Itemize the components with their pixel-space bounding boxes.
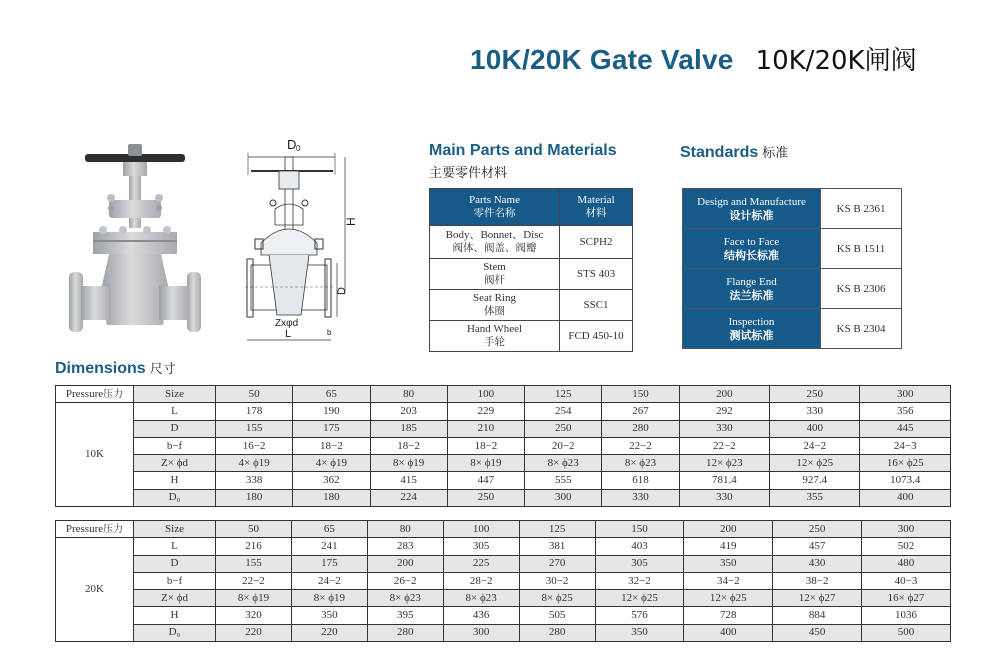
table-row bbox=[683, 189, 902, 229]
parts-materials-table bbox=[429, 188, 633, 352]
pressure-label-cell: Pressure压力 bbox=[56, 521, 134, 538]
pressure-class-cell: 10K bbox=[56, 403, 134, 507]
size-cell: 200 bbox=[679, 386, 769, 403]
standard-name-cell: Design and Manufacture 设计标准 bbox=[683, 189, 821, 229]
dimension-value-cell: 447 bbox=[447, 472, 524, 489]
dimension-value-cell: 362 bbox=[293, 472, 370, 489]
part-name-cell: Hand Wheel 手轮 bbox=[430, 321, 560, 352]
dimension-value-cell: 280 bbox=[367, 624, 443, 641]
standards-heading: Standards 标准 bbox=[680, 144, 789, 161]
dimension-label-cell: D bbox=[134, 420, 216, 437]
table-row bbox=[56, 607, 951, 624]
table-row bbox=[56, 455, 951, 472]
pressure-label-cell: Pressure压力 bbox=[56, 386, 134, 403]
dimension-value-cell: 400 bbox=[684, 624, 773, 641]
dimension-value-cell: 300 bbox=[443, 624, 519, 641]
part-name-cell: Seat Ring 体圈 bbox=[430, 290, 560, 321]
dimension-value-cell: 190 bbox=[293, 403, 370, 420]
material-cell: SSC1 bbox=[560, 290, 633, 321]
parts-heading-chinese: 主要零件材料 bbox=[429, 166, 508, 181]
dimension-value-cell: 884 bbox=[773, 607, 862, 624]
dimension-value-cell: 305 bbox=[595, 555, 684, 572]
dimension-label-cell: D bbox=[134, 555, 216, 572]
dimension-label-cell: b−f bbox=[134, 572, 216, 589]
dimension-value-cell: 12× ϕ25 bbox=[595, 590, 684, 607]
dimension-value-cell: 280 bbox=[602, 420, 679, 437]
dimension-value-cell: 350 bbox=[684, 555, 773, 572]
standard-value-cell: KS B 2306 bbox=[821, 269, 902, 309]
dimension-value-cell: 28−2 bbox=[443, 572, 519, 589]
column-header-parts-name: Parts Name 零件名称 bbox=[430, 189, 560, 226]
dimension-value-cell: 280 bbox=[519, 624, 595, 641]
table-row bbox=[56, 538, 951, 555]
dimension-value-cell: 8× ϕ23 bbox=[525, 455, 602, 472]
dimension-value-cell: 1073.4 bbox=[860, 472, 951, 489]
dimension-value-cell: 381 bbox=[519, 538, 595, 555]
size-cell: 250 bbox=[770, 386, 860, 403]
dimension-value-cell: 505 bbox=[519, 607, 595, 624]
dimension-value-cell: 283 bbox=[367, 538, 443, 555]
dimension-value-cell: 229 bbox=[447, 403, 524, 420]
size-cell: 125 bbox=[525, 386, 602, 403]
table-row bbox=[56, 437, 951, 454]
dimension-value-cell: 250 bbox=[525, 420, 602, 437]
gate-valve-photo bbox=[65, 140, 205, 340]
pressure-class-cell: 20K bbox=[56, 538, 134, 642]
dimension-label-cell: L bbox=[134, 538, 216, 555]
standard-name-cell: Flange End 法兰标准 bbox=[683, 269, 821, 309]
dimension-value-cell: 400 bbox=[860, 489, 951, 506]
table-row bbox=[683, 229, 902, 269]
size-cell: 100 bbox=[443, 521, 519, 538]
dimension-value-cell: 330 bbox=[679, 420, 769, 437]
dimension-value-cell: 8× ϕ23 bbox=[367, 590, 443, 607]
size-cell: 50 bbox=[216, 521, 292, 538]
dimension-value-cell: 8× ϕ19 bbox=[370, 455, 447, 472]
dimension-value-cell: 395 bbox=[367, 607, 443, 624]
part-name-cell: Stem 阀杆 bbox=[430, 259, 560, 290]
dimension-value-cell: 241 bbox=[291, 538, 367, 555]
dimension-value-cell: 12× ϕ25 bbox=[684, 590, 773, 607]
svg-text:0: 0 bbox=[296, 144, 301, 153]
table-row bbox=[56, 555, 951, 572]
dimension-value-cell: 4× ϕ19 bbox=[216, 455, 293, 472]
table-row bbox=[430, 226, 633, 259]
dimension-value-cell: 250 bbox=[447, 489, 524, 506]
dimension-value-cell: 270 bbox=[519, 555, 595, 572]
dimension-value-cell: 16× ϕ25 bbox=[860, 455, 951, 472]
size-cell: 125 bbox=[519, 521, 595, 538]
dimension-value-cell: 178 bbox=[216, 403, 293, 420]
dimension-label-cell: Z× ϕd bbox=[134, 455, 216, 472]
dimension-value-cell: 300 bbox=[525, 489, 602, 506]
table-row bbox=[430, 321, 633, 352]
dimension-value-cell: 8× ϕ19 bbox=[447, 455, 524, 472]
column-header-material: Material 材料 bbox=[560, 189, 633, 226]
dimension-value-cell: 180 bbox=[293, 489, 370, 506]
dimension-value-cell: 555 bbox=[525, 472, 602, 489]
parts-heading: Main Parts and Materials bbox=[429, 142, 617, 159]
dimension-value-cell: 175 bbox=[293, 420, 370, 437]
size-header-row bbox=[56, 386, 951, 403]
dimension-value-cell: 445 bbox=[860, 420, 951, 437]
dimension-value-cell: 24−2 bbox=[291, 572, 367, 589]
table-row bbox=[56, 489, 951, 506]
dimension-value-cell: 216 bbox=[216, 538, 292, 555]
dimension-value-cell: 330 bbox=[602, 489, 679, 506]
dimension-value-cell: 224 bbox=[370, 489, 447, 506]
valve-cross-section-drawing bbox=[245, 135, 360, 345]
dimension-value-cell: 22−2 bbox=[602, 437, 679, 454]
dimension-value-cell: 502 bbox=[862, 538, 951, 555]
dimension-value-cell: 430 bbox=[773, 555, 862, 572]
dimension-value-cell: 618 bbox=[602, 472, 679, 489]
standard-name-cell: Inspection 测试标准 bbox=[683, 309, 821, 349]
dimension-value-cell: 22−2 bbox=[679, 437, 769, 454]
dimension-value-cell: 4× ϕ19 bbox=[293, 455, 370, 472]
dimension-label-cell: H bbox=[134, 607, 216, 624]
dimensions-table-10k bbox=[55, 385, 951, 507]
dimension-value-cell: 24−2 bbox=[770, 437, 860, 454]
standard-value-cell: KS B 2361 bbox=[821, 189, 902, 229]
dimension-label-cell: b−f bbox=[134, 437, 216, 454]
dimension-value-cell: 338 bbox=[216, 472, 293, 489]
dimension-value-cell: 210 bbox=[447, 420, 524, 437]
dimension-label-cell: H bbox=[134, 472, 216, 489]
table-row bbox=[56, 472, 951, 489]
dimension-value-cell: 781.4 bbox=[679, 472, 769, 489]
dimension-value-cell: 356 bbox=[860, 403, 951, 420]
table-row bbox=[56, 403, 951, 420]
table-row bbox=[430, 259, 633, 290]
dimension-value-cell: 254 bbox=[525, 403, 602, 420]
table-row bbox=[683, 269, 902, 309]
dimension-value-cell: 40−3 bbox=[862, 572, 951, 589]
dimension-label-cell: D₀ bbox=[134, 624, 216, 641]
standards-table bbox=[682, 188, 902, 349]
dimension-value-cell: 8× ϕ19 bbox=[291, 590, 367, 607]
dimension-value-cell: 18−2 bbox=[293, 437, 370, 454]
dimension-value-cell: 419 bbox=[684, 538, 773, 555]
dimension-value-cell: 155 bbox=[216, 555, 292, 572]
dimension-value-cell: 220 bbox=[216, 624, 292, 641]
table-row bbox=[430, 290, 633, 321]
size-cell: 65 bbox=[293, 386, 370, 403]
dimension-value-cell: 267 bbox=[602, 403, 679, 420]
dimension-value-cell: 500 bbox=[862, 624, 951, 641]
dimension-value-cell: 203 bbox=[370, 403, 447, 420]
dimension-value-cell: 576 bbox=[595, 607, 684, 624]
size-header-row bbox=[56, 521, 951, 538]
dimension-value-cell: 8× ϕ23 bbox=[443, 590, 519, 607]
dimension-value-cell: 330 bbox=[770, 403, 860, 420]
dimension-value-cell: 728 bbox=[684, 607, 773, 624]
dimension-value-cell: 8× ϕ23 bbox=[602, 455, 679, 472]
size-cell: 300 bbox=[860, 386, 951, 403]
dimension-value-cell: 305 bbox=[443, 538, 519, 555]
dimension-value-cell: 16× ϕ27 bbox=[862, 590, 951, 607]
dimension-value-cell: 32−2 bbox=[595, 572, 684, 589]
dimension-value-cell: 480 bbox=[862, 555, 951, 572]
size-cell: 150 bbox=[595, 521, 684, 538]
dimension-value-cell: 225 bbox=[443, 555, 519, 572]
size-cell: 300 bbox=[862, 521, 951, 538]
dimension-label-cell: L bbox=[134, 403, 216, 420]
dimension-value-cell: 292 bbox=[679, 403, 769, 420]
dimension-value-cell: 20−2 bbox=[525, 437, 602, 454]
material-cell: STS 403 bbox=[560, 259, 633, 290]
dimension-value-cell: 450 bbox=[773, 624, 862, 641]
table-row bbox=[56, 572, 951, 589]
dimension-value-cell: 1036 bbox=[862, 607, 951, 624]
dimension-value-cell: 24−3 bbox=[860, 437, 951, 454]
material-cell: FCD 450-10 bbox=[560, 321, 633, 352]
dimension-label-cell: Z× ϕd bbox=[134, 590, 216, 607]
size-cell: 80 bbox=[367, 521, 443, 538]
dimension-value-cell: 927.4 bbox=[770, 472, 860, 489]
page-title bbox=[470, 40, 917, 84]
svg-text:b: b bbox=[327, 328, 332, 337]
material-cell: SCPH2 bbox=[560, 226, 633, 259]
dimension-value-cell: 457 bbox=[773, 538, 862, 555]
size-label-cell: Size bbox=[134, 386, 216, 403]
dimension-value-cell: 8× ϕ25 bbox=[519, 590, 595, 607]
size-cell: 50 bbox=[216, 386, 293, 403]
table-row bbox=[56, 624, 951, 641]
dimensions-heading: Dimensions 尺寸 bbox=[55, 360, 176, 377]
title-english: 10K/20K Gate Valve bbox=[470, 44, 734, 75]
table-row bbox=[56, 420, 951, 437]
dimension-value-cell: 185 bbox=[370, 420, 447, 437]
dimension-value-cell: 34−2 bbox=[684, 572, 773, 589]
dimension-value-cell: 22−2 bbox=[216, 572, 292, 589]
dimension-l-label: L bbox=[285, 328, 292, 340]
size-cell: 200 bbox=[684, 521, 773, 538]
dimension-value-cell: 436 bbox=[443, 607, 519, 624]
dimension-value-cell: 200 bbox=[367, 555, 443, 572]
size-cell: 65 bbox=[291, 521, 367, 538]
size-cell: 100 bbox=[447, 386, 524, 403]
size-label-cell: Size bbox=[134, 521, 216, 538]
dimension-value-cell: 400 bbox=[770, 420, 860, 437]
dimension-value-cell: 8× ϕ19 bbox=[216, 590, 292, 607]
dimension-value-cell: 350 bbox=[595, 624, 684, 641]
dimension-label-cell: D₀ bbox=[134, 489, 216, 506]
size-cell: 250 bbox=[773, 521, 862, 538]
dimension-value-cell: 403 bbox=[595, 538, 684, 555]
dimensions-table-20k bbox=[55, 520, 951, 642]
standard-value-cell: KS B 2304 bbox=[821, 309, 902, 349]
dimension-value-cell: 26−2 bbox=[367, 572, 443, 589]
dimension-bolt-label: Zxφd bbox=[275, 318, 299, 329]
title-chinese: 10K/20K闸阀 bbox=[755, 46, 917, 76]
dimension-value-cell: 175 bbox=[291, 555, 367, 572]
table-row bbox=[56, 590, 951, 607]
dimension-value-cell: 155 bbox=[216, 420, 293, 437]
dimension-d-label: D bbox=[336, 287, 348, 295]
parts-table-header bbox=[430, 189, 633, 226]
dimension-value-cell: 38−2 bbox=[773, 572, 862, 589]
dimension-value-cell: 415 bbox=[370, 472, 447, 489]
dimension-value-cell: 350 bbox=[291, 607, 367, 624]
standard-value-cell: KS B 1511 bbox=[821, 229, 902, 269]
dimension-h-label: H bbox=[344, 217, 358, 226]
size-cell: 80 bbox=[370, 386, 447, 403]
dimension-value-cell: 12× ϕ27 bbox=[773, 590, 862, 607]
dimension-value-cell: 330 bbox=[679, 489, 769, 506]
dimension-value-cell: 320 bbox=[216, 607, 292, 624]
size-cell: 150 bbox=[602, 386, 679, 403]
part-name-cell: Body、Bonnet、Disc 阀体、阀盖、阀瓣 bbox=[430, 226, 560, 259]
dimension-value-cell: 220 bbox=[291, 624, 367, 641]
dimension-value-cell: 30−2 bbox=[519, 572, 595, 589]
dimension-value-cell: 16−2 bbox=[216, 437, 293, 454]
dimension-d0-label: D bbox=[287, 137, 297, 152]
table-row bbox=[683, 309, 902, 349]
dimension-value-cell: 12× ϕ25 bbox=[770, 455, 860, 472]
dimension-value-cell: 18−2 bbox=[370, 437, 447, 454]
standard-name-cell: Face to Face 结构长标准 bbox=[683, 229, 821, 269]
dimension-value-cell: 355 bbox=[770, 489, 860, 506]
dimension-value-cell: 18−2 bbox=[447, 437, 524, 454]
dimension-value-cell: 12× ϕ23 bbox=[679, 455, 769, 472]
dimension-value-cell: 180 bbox=[216, 489, 293, 506]
